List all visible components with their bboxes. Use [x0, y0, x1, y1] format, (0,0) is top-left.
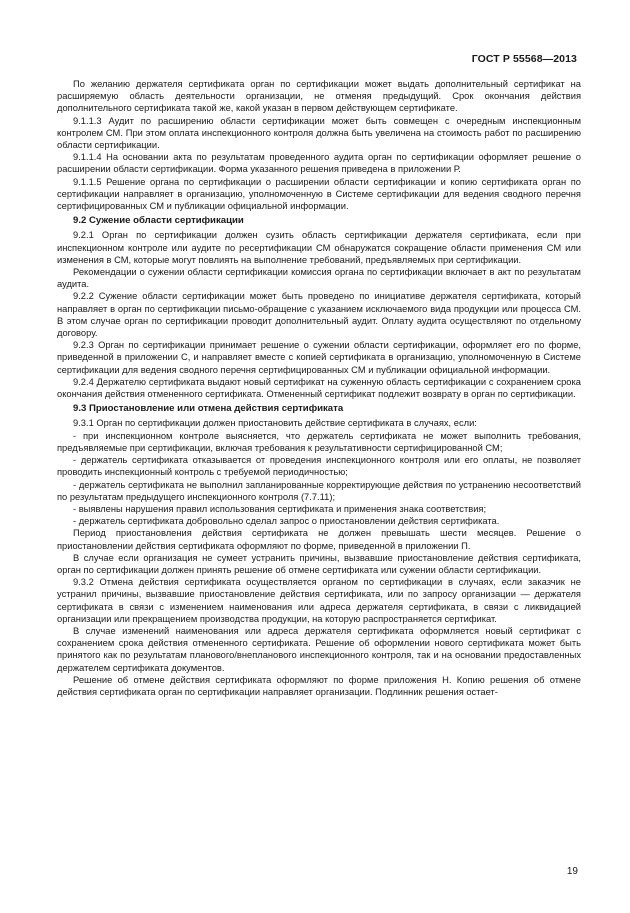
paragraph: По желанию держателя сертификата орган по сертификации может выдать дополнительный сертификат на расширяемую область деятельности организации, не отменяя предыдущий. Срок окончания действия дополнительного сертификата такой же, какой указан в первом действующем сертификате. — [57, 79, 581, 114]
paragraph: - держатель сертификата добровольно сделал запрос о приостановлении действия сертификата. — [73, 516, 500, 527]
paragraph: Решение об отмене действия сертификата оформляют по форме приложения Н. Копию решения об отмене действия сертификата орган по сертификации направляет организации. Подлинник решения остает- — [57, 674, 581, 697]
paragraph: 9.1.1.5 Решение органа по сертификации о расширении области сертификации и копию сертификата орган по сертификации направляет в организацию, уполномоченную в Системе сертификации для ведения сводного перечня сертифицированных СМ и публикации официальной информации. — [57, 176, 581, 212]
document-body — [57, 78, 581, 698]
paragraph: В случае если организация не сумеет устранить причины, вызвавшие приостановление действия сертификата, орган по сертификации должен принять решение об отмене сертификата или сужении области сертификации. — [57, 552, 581, 575]
paragraph: В случае изменений наименования или адреса держателя сертификата оформляется новый сертификат с сохранением срока действия отмененного сертификата. Решение об оформлении нового сертификата может быть принятого как по результатам планового/внепланового инспекционного контроля, так и на основании предоставленных держателем сертификата документов. — [57, 625, 581, 673]
paragraph: - при инспекционном контроле выясняется, что держатель сертификата не может выполнить требования, предъявляемые при сертификации, включая требования к результативности сертифицированной СМ; — [57, 430, 581, 453]
paragraph: 9.3.1 Орган по сертификации должен приостановить действие сертификата в случаях, если: — [73, 418, 477, 429]
page-number: 19 — [566, 866, 578, 877]
section-heading: 9.3 Приостановление или отмена действия сертификата — [73, 403, 344, 415]
section-heading: 9.2 Сужение области сертификации — [73, 215, 244, 227]
paragraph: 9.3.2 Отмена действия сертификата осуществляется органом по сертификации в случаях, если заказчик не устранил причины, вызвавшие приостановление действия сертификата, или по запросу организации — держателя сертификата в связи с изменением наименования или адреса держателя сертификата, в связи с ликвидацией организации или прекращением производства продукции, на которую распространяется сертификат. — [57, 577, 581, 624]
paragraph: 9.2.3 Орган по сертификации принимает решение о сужении области сертификации, оформляет его по форме, приведенной в приложении С, и направляет вместе с копией сертификата в организацию, уполномоченную в Системе сертификации для ведения сводного перечня сертифицированных СМ и публикации официальной информации. — [57, 340, 581, 375]
paragraph: 9.2.1 Орган по сертификации должен сузить область сертификации держателя сертификата, если при инспекционном контроле или аудите по ресертификации СМ обнаружатся сокращение области применения СМ или изменения в СМ, которые могут повлиять на выполнение требований, предъявляемых при сертификации. — [57, 230, 581, 265]
paragraph: 9.1.1.3 Аудит по расширению области сертификации может быть совмещен с очередным инспекционным контролем СМ. При этом оплата инспекционного контроля должна быть увеличена на стоимость работ по расширению области сертификации. — [57, 115, 581, 151]
paragraph: 9.2.2 Сужение области сертификации может быть проведено по инициативе держателя сертификата, который направляет в орган по сертификации письмо-обращение с указанием исключаемого вида продукции или процесса СМ. В этом случае орган по сертификации проводит дополнительный аудит. Оплату аудита осуществляют по отдельному договору. — [57, 291, 581, 339]
paragraph: 9.2.4 Держателю сертификата выдают новый сертификат на суженную область сертификации с сохранением срока окончания действия отмененного сертификата. Отмененный сертификат подлежит возврату в орган по сертификации. — [57, 376, 581, 400]
paragraph: 9.1.1.4 На основании акта по результатам проведенного аудита орган по сертификации оформляет решение о расширении области сертификации. Форма указанного решения приведена в приложении Р. — [57, 152, 581, 175]
paragraph: - держатель сертификата отказывается от проведения инспекционного контроля или его оплаты, не позволяет проводить инспекционный контроль с требуемой периодичностью; — [57, 455, 581, 478]
paragraph: Период приостановления действия сертификата не должен превышать шести месяцев. Решение о приостановлении действия сертификата оформляют по форме, приведенной в приложении П. — [57, 528, 581, 551]
paragraph: Рекомендации о сужении области сертификации комиссия органа по сертификации включает в акт по результатам аудита. — [57, 267, 581, 290]
paragraph: - держатель сертификата не выполнил запланированные корректирующие действия по устранению несоответствий по результатам предыдущего инспекционного контроля (7.7.11); — [57, 479, 581, 502]
standard-number-header: ГОСТ Р 55568—2013 — [471, 53, 577, 65]
paragraph: - выявлены нарушения правил использования сертификата и применения знака соответствия; — [73, 503, 487, 514]
